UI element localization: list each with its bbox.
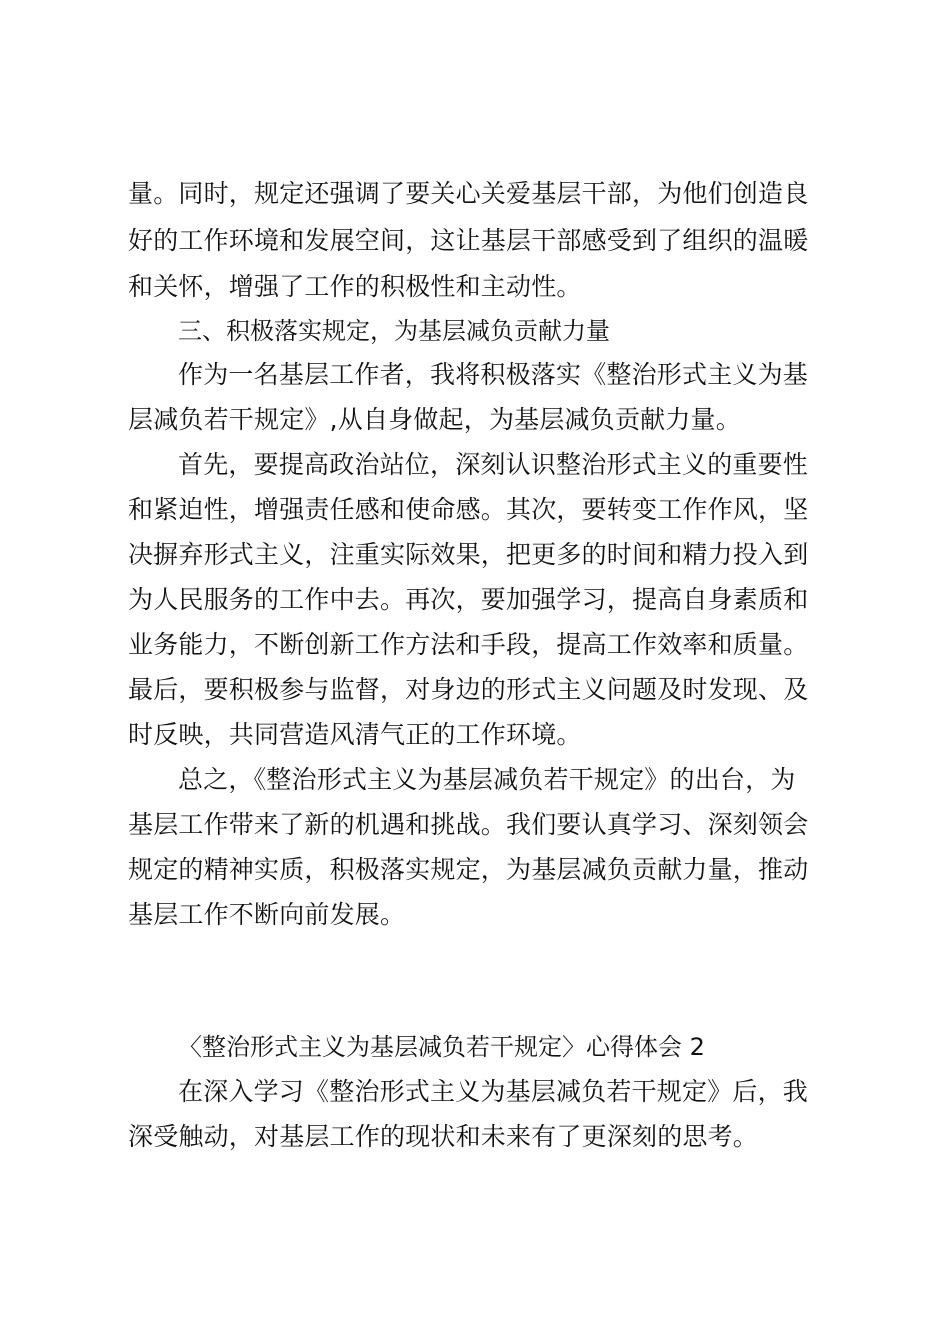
paragraph-line: 层减负若干规定》,从自身做起，为基层减负贡献力量。: [128, 405, 741, 434]
paragraph-line: 为人民服务的工作中去。再次，要加强学习，提高自身素质和: [128, 585, 809, 614]
paragraph-line: 作为一名基层工作者，我将积极落实《整治形式主义为基: [178, 360, 809, 389]
article-title: 〈整治形式主义为基层减负若干规定〉心得体会 2: [178, 1033, 705, 1061]
paragraph-line: 量。同时，规定还强调了要关心关爱基层干部，为他们创造良: [128, 179, 809, 208]
paragraph-line: 总之，《整治形式主义为基层减负若干规定》的出台，为: [178, 765, 796, 794]
section-heading: 三、积极落实规定，为基层减负贡献力量: [178, 317, 610, 345]
paragraph-line: 基层工作带来了新的机遇和挑战。我们要认真学习、深刻领会: [128, 810, 809, 839]
paragraph-line: 首先，要提高政治站位，深刻认识整治形式主义的重要性: [178, 450, 809, 479]
paragraph-line: 时反映，共同营造风清气正的工作环境。: [128, 720, 582, 749]
paragraph-line: 决摒弃形式主义，注重实际效果，把更多的时间和精力投入到: [128, 540, 809, 569]
paragraph-line: 在深入学习《整治形式主义为基层减负若干规定》后，我: [178, 1077, 809, 1106]
paragraph-line: 和关怀，增强了工作的积极性和主动性。: [128, 272, 582, 301]
paragraph-line: 好的工作环境和发展空间，这让基层干部感受到了组织的温暖: [128, 226, 809, 255]
paragraph-line: 规定的精神实质，积极落实规定，为基层减负贡献力量，推动: [128, 855, 809, 884]
paragraph-line: 业务能力，不断创新工作方法和手段，提高工作效率和质量。: [128, 630, 809, 659]
paragraph-line: 和紧迫性，增强责任感和使命感。其次，要转变工作作风，坚: [128, 495, 809, 524]
paragraph-line: 深受触动，对基层工作的现状和未来有了更深刻的思考。: [128, 1122, 759, 1151]
paragraph-line: 最后，要积极参与监督，对身边的形式主义问题及时发现、及: [128, 675, 809, 704]
paragraph-line: 基层工作不断向前发展。: [128, 900, 406, 929]
